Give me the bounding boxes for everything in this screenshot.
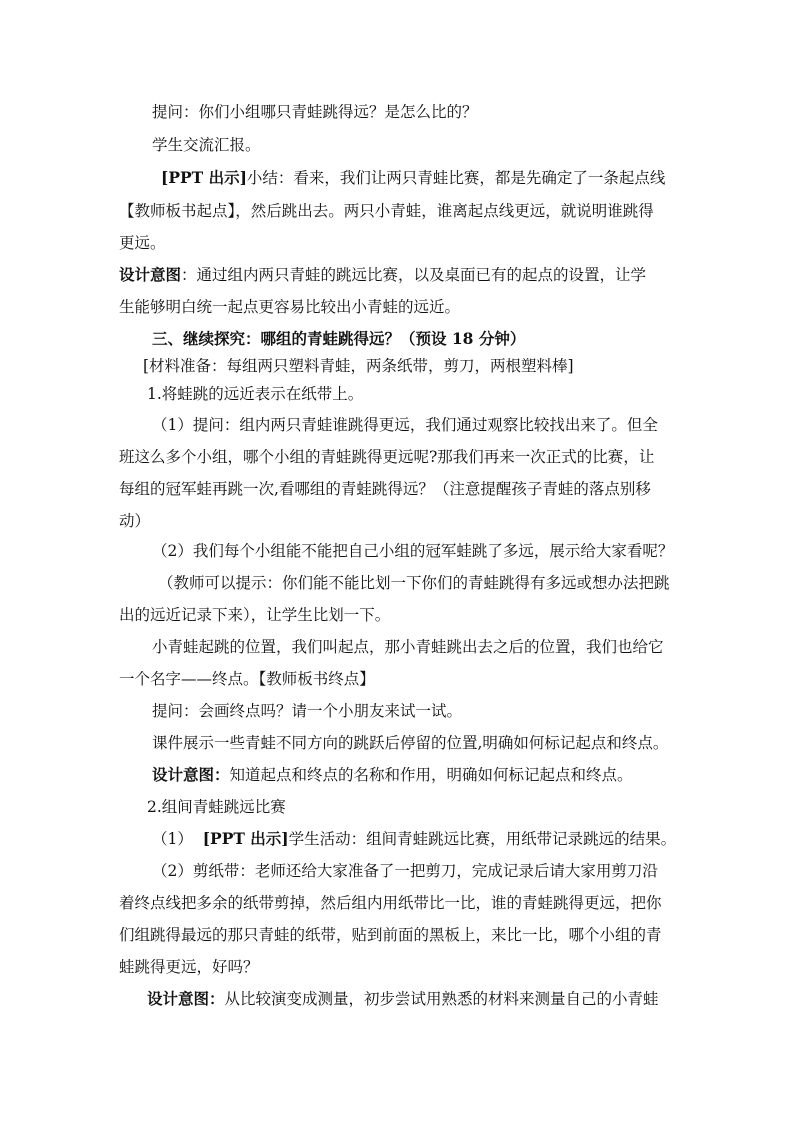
paragraph-line: 小青蛙起跳的位置，我们叫起点，那小青蛙跳出去之后的位置，我们也给它 bbox=[152, 638, 664, 656]
paragraph-line bbox=[119, 265, 646, 287]
paragraph-line: （1）提问：组内两只青蛙谁跳得更远，我们通过观察比较找出来了。但全 bbox=[152, 416, 658, 434]
item-number: （1） bbox=[152, 830, 203, 848]
paragraph-line: [材料准备：每组两只塑料青蛙，两条纸带，剪刀，两根塑料棒] bbox=[143, 357, 574, 375]
line-text: 从比较演变成测量，初步尝试用熟悉的材料来测量自己的小青蛙 bbox=[224, 990, 659, 1008]
paragraph-line: 【教师板书起点】，然后跳出去。两只小青蛙，谁离起点线更远，就说明谁跳得 bbox=[119, 202, 654, 220]
line-text: ：通过组内两只青蛙的跳远比赛，以及桌面已有的起点的设置，让学 bbox=[181, 266, 647, 284]
paragraph-line: 提问：会画终点吗？请一个小朋友来试一试。 bbox=[152, 702, 463, 720]
line-text: 学生活动：组间青蛙跳远比赛，用纸带记录跳远的结果。 bbox=[288, 830, 677, 848]
paragraph-line: 出的远近记录下来），让学生比划一下。 bbox=[119, 606, 391, 624]
paragraph-line: （2）我们每个小组能不能把自己小组的冠军蛙跳了多远，展示给大家看呢？ bbox=[152, 542, 674, 560]
design-intent-label: 设计意图： bbox=[152, 765, 230, 784]
paragraph-line bbox=[147, 989, 659, 1011]
paragraph-line: 着终点线把多余的纸带剪掉，然后组内用纸带比一比，谁的青蛙跳得更远，把你 bbox=[119, 894, 662, 912]
paragraph-line: 动） bbox=[119, 512, 151, 530]
line-text: 小结：看来，我们让两只青蛙比赛，都是先确定了一条起点线 bbox=[246, 169, 666, 187]
paragraph-line: 更远。 bbox=[119, 234, 166, 252]
line-text: 知道起点和终点的名称和作用，明确如何标记起点和终点。 bbox=[229, 766, 633, 784]
paragraph-line: 蛙跳得更远，好吗？ bbox=[119, 958, 259, 976]
paragraph-line: 2.组间青蛙跳远比赛 bbox=[147, 798, 286, 816]
paragraph-line: 学生交流汇报。 bbox=[152, 136, 261, 154]
paragraph-line: 一个名字——终点。【教师板书终点】 bbox=[119, 670, 375, 688]
paragraph-line: （2）剪纸带：老师还给大家准备了一把剪刀，完成记录后请大家用剪刀沿 bbox=[152, 862, 658, 880]
paragraph-line: 们组跳得最远的那只青蛙的纸带，贴到前面的黑板上，来比一比，哪个小组的青 bbox=[119, 926, 662, 944]
paragraph-line: 课件展示一些青蛙不同方向的跳跃后停留的位置,明确如何标记起点和终点。 bbox=[152, 734, 669, 752]
ppt-label: [PPT 出示] bbox=[161, 168, 247, 187]
section-heading: 三、继续探究：哪组的青蛙跳得远？（预设 18 分钟） bbox=[152, 329, 526, 348]
paragraph-line: 每组的冠军蛙再跳一次,看哪组的青蛙跳得远？（注意提醒孩子青蛙的落点别移 bbox=[119, 480, 651, 498]
paragraph-line bbox=[152, 765, 633, 787]
design-intent-label: 设计意图 bbox=[119, 265, 182, 284]
paragraph-line: 1.将蛙跳的远近表示在纸带上。 bbox=[147, 385, 364, 403]
paragraph-line bbox=[161, 168, 665, 190]
paragraph-line: 提问：你们小组哪只青蛙跳得远？是怎么比的？ bbox=[152, 103, 478, 121]
design-intent-label: 设计意图： bbox=[147, 989, 225, 1008]
paragraph-line bbox=[152, 829, 676, 851]
paragraph-line: 生能够明白统一起点更容易比较出小青蛙的远近。 bbox=[119, 298, 461, 316]
paragraph-line: 班这么多个小组，哪个小组的青蛙跳得更远呢?那我们再来一次正式的比赛，让 bbox=[119, 448, 655, 466]
paragraph-line: （教师可以提示：你们能不能比划一下你们的青蛙跳得有多远或想办法把跳 bbox=[158, 574, 670, 592]
ppt-label: [PPT 出示] bbox=[202, 829, 289, 848]
